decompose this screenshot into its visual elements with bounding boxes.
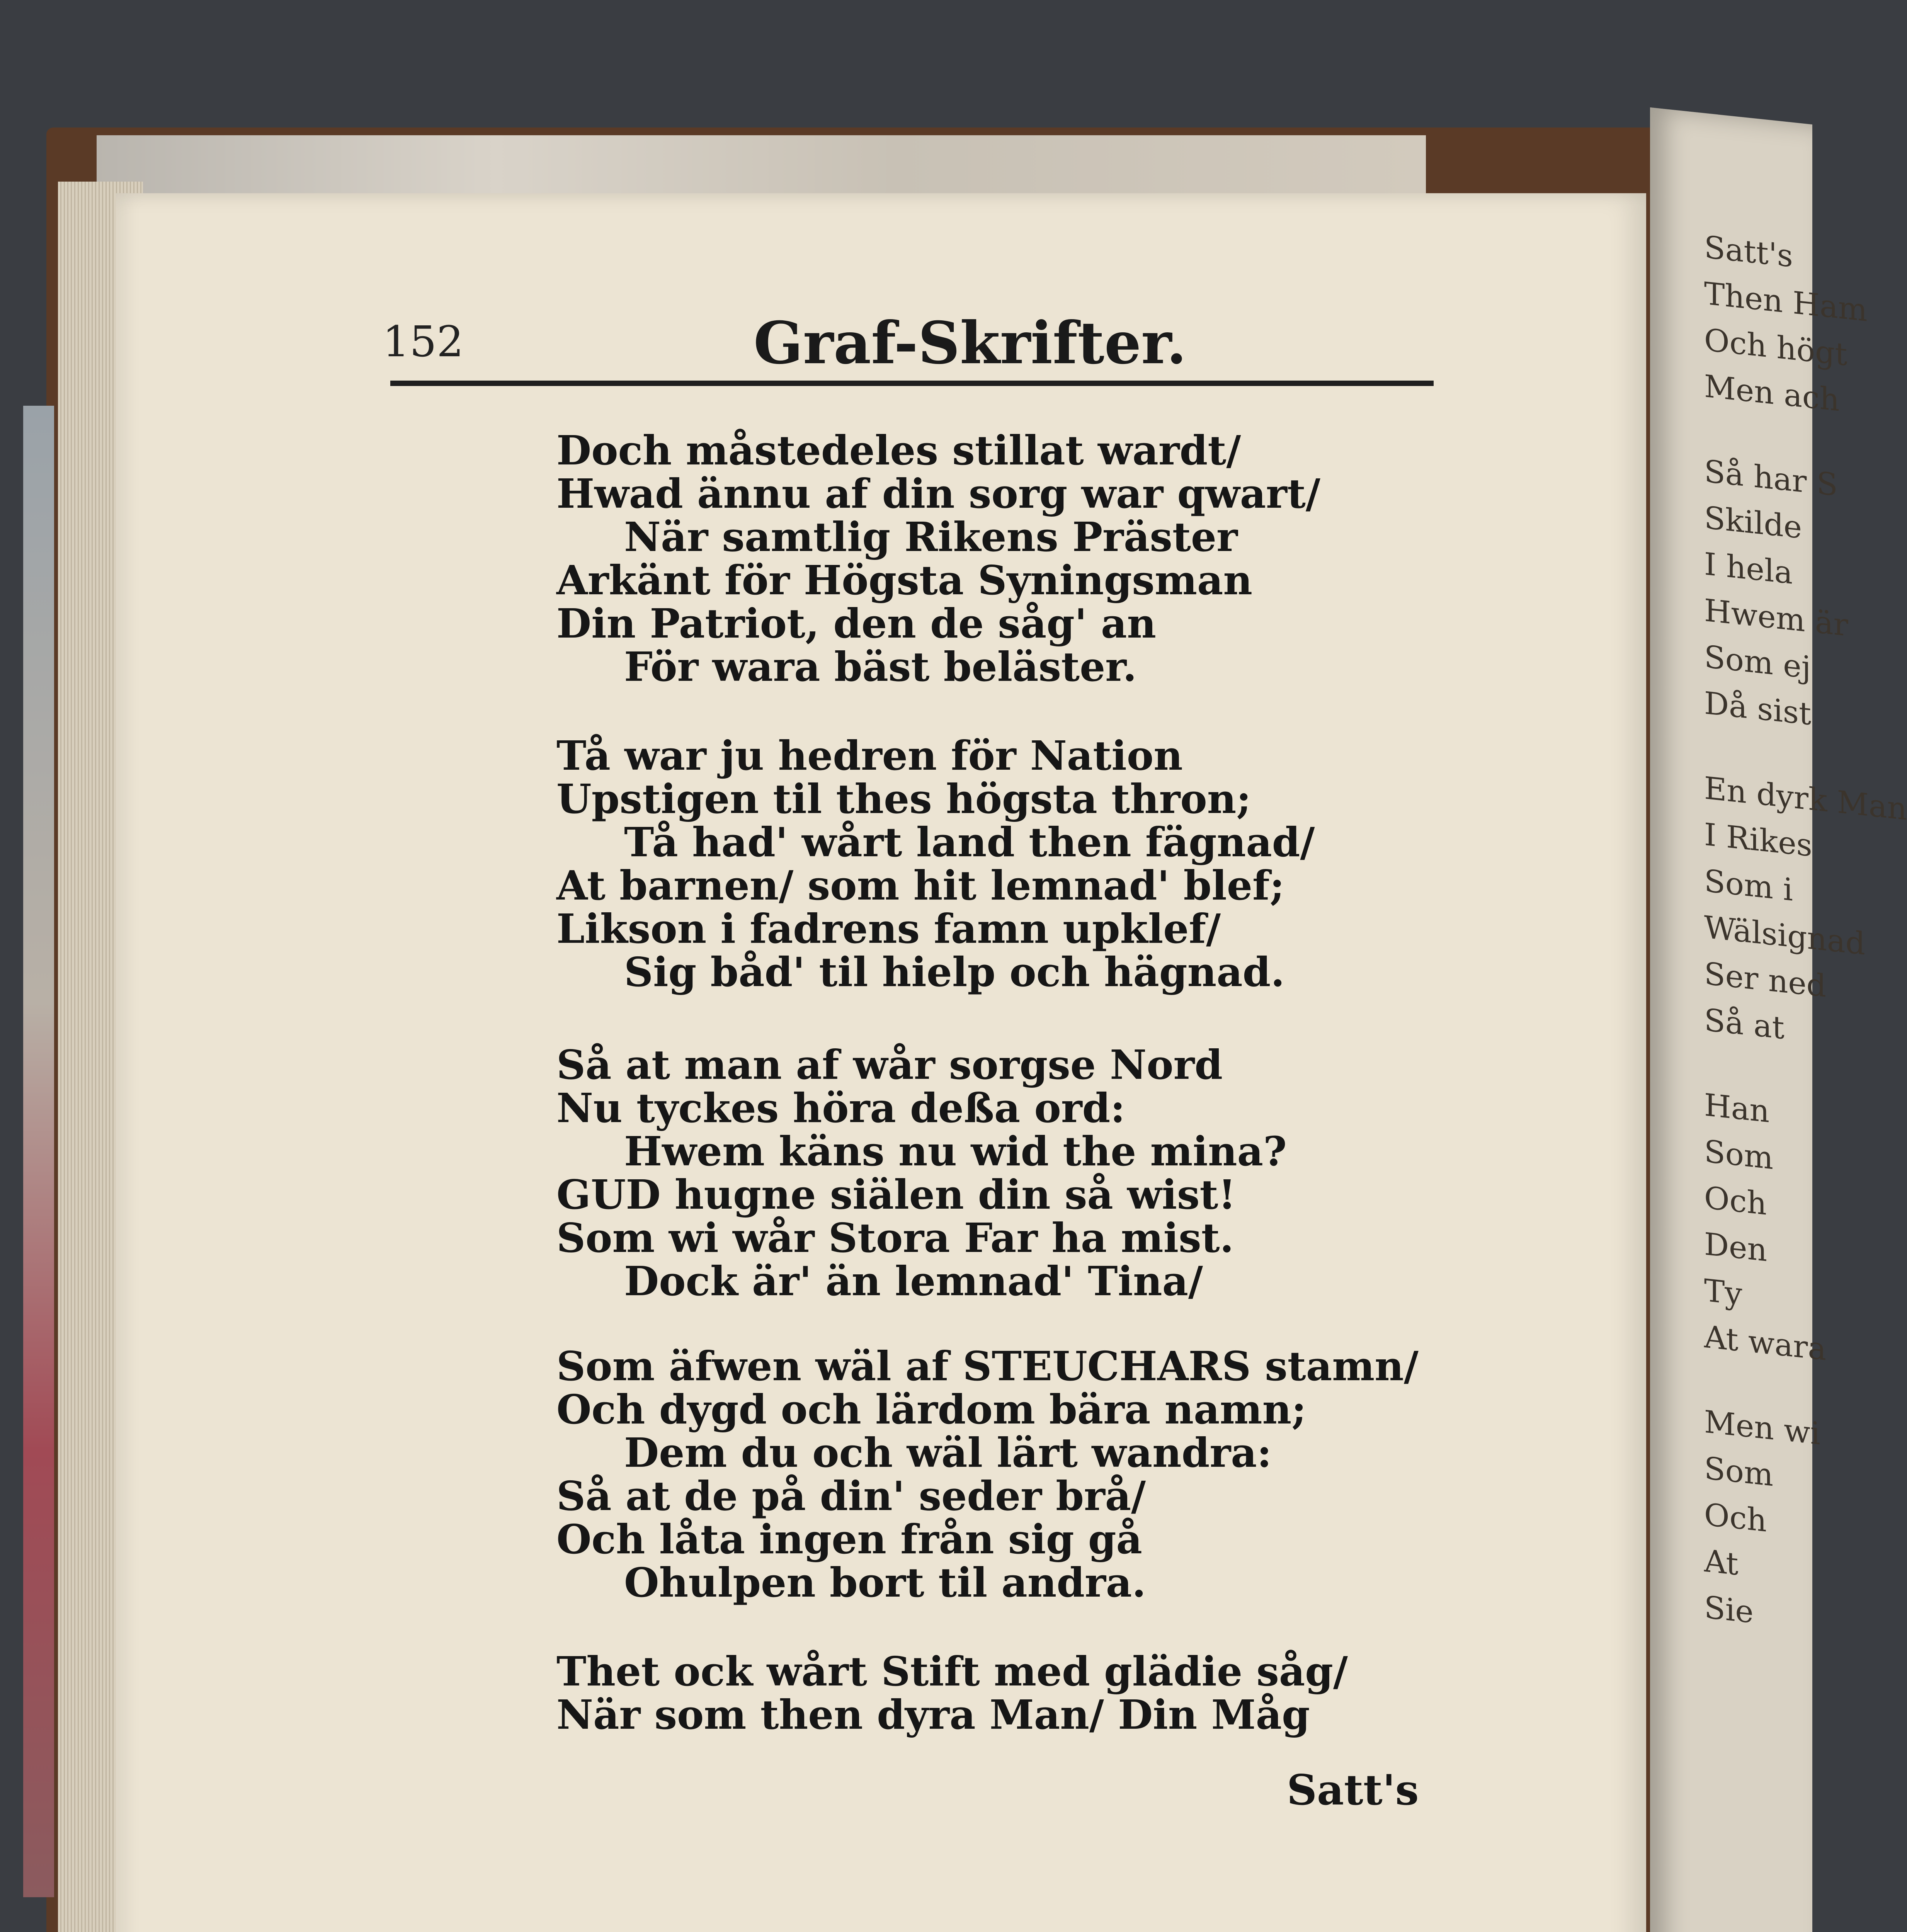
verse-line: Dock är' än lemnad' Tina/ — [624, 1257, 1203, 1305]
verse-line: Så at man af wår sorgse Nord — [556, 1041, 1223, 1088]
verse-line: Som wi wår Stora Far ha mist. — [556, 1214, 1234, 1262]
facing-page — [1650, 107, 1907, 1932]
marbled-endpaper — [97, 135, 1426, 193]
facing-line: Så har S — [1704, 453, 1838, 503]
facing-line: Och högt — [1704, 321, 1847, 373]
facing-line: Then Ham — [1704, 275, 1868, 329]
stanza-2 — [556, 734, 1315, 994]
facing-line: Men ach — [1704, 368, 1840, 418]
verse-line: Ohulpen bort til andra. — [624, 1559, 1146, 1606]
verse-line: Thet ock wårt Stift med glädie såg/ — [556, 1648, 1348, 1695]
page-number: 152 — [383, 317, 464, 366]
catchword: Satt's — [1287, 1766, 1419, 1815]
facing-line: Som — [1704, 1450, 1773, 1493]
facing-line: En dyrk Man — [1704, 770, 1907, 827]
facing-line: At — [1704, 1543, 1739, 1582]
verse-line: Din Patriot, den de såg' an — [556, 600, 1156, 647]
facing-line: I hela — [1704, 546, 1793, 591]
verse-line: När samtlig Rikens Präster — [624, 513, 1238, 561]
verse-line: För wara bäst beläster. — [624, 643, 1137, 690]
facing-line: I Rikes — [1704, 816, 1812, 864]
facing-line: Han — [1704, 1087, 1769, 1130]
verse-line: Hwad ännu af din sorg war qwart/ — [556, 470, 1320, 517]
stanza-3 — [556, 1043, 1287, 1303]
facing-line: Den — [1704, 1226, 1768, 1269]
facing-line: Så at — [1704, 1002, 1785, 1046]
verse-line: GUD hugne siälen din så wist! — [556, 1171, 1236, 1218]
verse-line: Arkänt för Högsta Syningsman — [556, 556, 1253, 604]
verse-line: Dem du och wäl lärt wandra: — [624, 1429, 1272, 1476]
facing-line: Skilde — [1704, 499, 1802, 546]
facing-line: Satt's — [1704, 229, 1793, 274]
facing-line: Och — [1704, 1496, 1767, 1539]
running-title: Graf-Skrifter. — [754, 309, 1187, 377]
verse-line: Likson i fadrens famn upklef/ — [556, 905, 1221, 952]
facing-line: Som ej — [1704, 638, 1811, 686]
facing-line: Som — [1704, 1133, 1773, 1177]
facing-line: Hwem är — [1704, 592, 1848, 643]
facing-line: Och — [1704, 1179, 1767, 1222]
facing-line: Wälsignad — [1704, 909, 1865, 962]
verse-line: Hwem käns nu wid the mina? — [624, 1128, 1287, 1175]
facing-line: Men wi — [1704, 1403, 1820, 1452]
stanza-5 — [556, 1650, 1348, 1736]
marbled-edge — [23, 406, 54, 1897]
verse-line: At barnen/ som hit lemnad' blef; — [556, 862, 1285, 909]
verse-line: Upstigen til thes högsta thron; — [556, 775, 1251, 823]
facing-line: Då sist — [1704, 685, 1812, 732]
verse-line: Tå war ju hedren för Nation — [556, 732, 1183, 779]
verse-line: Doch måstedeles stillat wardt/ — [556, 427, 1241, 474]
verse-line: Som äfwen wäl af STEUCHARS stamn/ — [556, 1342, 1419, 1390]
stanza-1 — [556, 429, 1320, 689]
verse-line: Nu tyckes höra deßa ord: — [556, 1084, 1125, 1132]
stanza-4 — [556, 1342, 1419, 1606]
facing-line: Ser ned — [1704, 955, 1826, 1004]
verse-line: Så at de på din' seder brå/ — [556, 1472, 1146, 1520]
verse-line: Och låta ingen från sig gå — [556, 1515, 1142, 1563]
verse-line: När som then dyra Man/ Din Måg — [556, 1691, 1310, 1738]
facing-line: Som i — [1704, 862, 1793, 908]
verse-line: Och dygd och lärdom bära namn; — [556, 1386, 1306, 1433]
facing-line: Sie — [1704, 1589, 1754, 1631]
facing-line: At wara — [1704, 1318, 1827, 1367]
facing-line: Ty — [1704, 1272, 1742, 1313]
verse-line: Sig båd' til hielp och hägnad. — [624, 948, 1285, 996]
verse-line: Tå had' wårt land then fägnad/ — [624, 818, 1315, 866]
header-rule — [390, 381, 1434, 386]
